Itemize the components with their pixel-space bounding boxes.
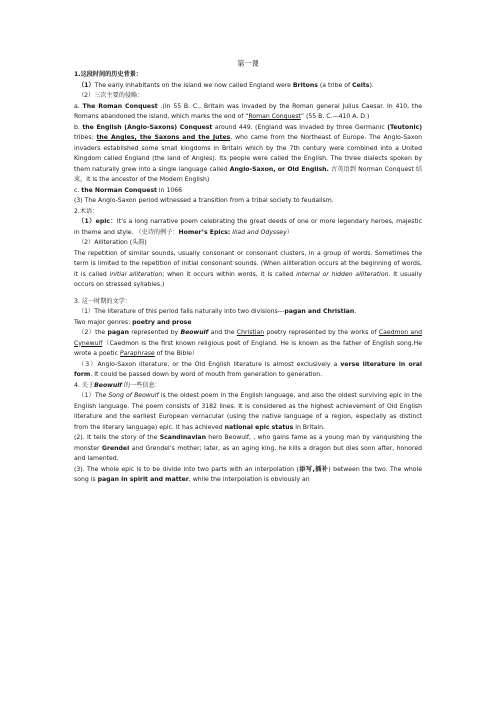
- text-run: ” (55 B. C.—410 A. D.): [300, 113, 370, 120]
- list-number: （1）: [78, 81, 95, 89]
- text-run: 古英语到 Norman Conquest 结束，it is the ancestor of the Modern English): [74, 165, 422, 183]
- interpolation-gloss: 添写,插补: [298, 465, 329, 473]
- roman-conquest-underlined: Roman Conquest: [248, 113, 301, 120]
- section-4-heading: [74, 381, 422, 392]
- text-run: . It could be passed down by word of mouth from generation to generation.: [90, 371, 323, 378]
- tribes-term: the Angles, the Saxons and the Jutes: [96, 134, 231, 141]
- section-1-item-a: [74, 102, 422, 123]
- pagan-christian-term: pagan and Christian: [284, 308, 355, 315]
- text-run: .(In 55 B. C., Britain was invaded by the Roman general Julius Caesar. In 410, the Romans abandoned the island, which marks the end of “: [74, 102, 423, 120]
- text-run: （3）Anglo-Saxon literature, or the Old English literature is almost exclusively a: [78, 360, 341, 368]
- text-run: 的一些信息：: [121, 381, 161, 389]
- text-run: , while the interpolation is obviously an: [188, 476, 310, 483]
- pagan-spirit-term: pagan in spirit and matter: [97, 476, 189, 483]
- english-conquest-term: the English (Anglo-Saxons) Conquest: [82, 123, 213, 131]
- text-run: （2）the: [78, 329, 108, 336]
- item-label: a.: [74, 102, 83, 110]
- text-run: ).: [369, 81, 374, 89]
- text-run: Two major genres:: [74, 318, 133, 326]
- section-3-genres: [74, 318, 422, 329]
- pagan-term: pagan: [107, 329, 129, 336]
- text-run: tribes:: [74, 134, 97, 141]
- roman-conquest-term: The Roman Conquest: [82, 102, 158, 110]
- text-run: hero Beowulf, , who gains fame as a young man by vanquishing the monster: [74, 434, 422, 452]
- text-run: in Britain.: [293, 423, 325, 431]
- caedmon-cynewulf-term: Caedmon and Cynewulf: [74, 329, 422, 347]
- text-run: 4. 关于: [74, 381, 95, 389]
- section-1-paragraph-1: [74, 81, 422, 92]
- section-1-item-b: [74, 123, 422, 186]
- section-2-alliteration-text: [74, 249, 422, 291]
- text-run: (3). The whole epic is to be divide into two parts with an interpolation (: [74, 465, 299, 473]
- verse-literature-term: verse literature in oral form: [74, 360, 422, 378]
- beowulf-title: Beowulf: [180, 329, 209, 336]
- section-1-heading: 1.这段时间的历史背景：: [74, 71, 143, 78]
- section-1-paragraph-3: (3) The Anglo-Saxon period witnessed a transition from a tribal society to feudalism.: [74, 197, 334, 204]
- britons-term: Britons: [292, 81, 318, 89]
- text-run: is the oldest poem in the English language, and also the oldest surviving epic in the English language. The poem consists of 3182 lines. It is considered as the highest achievement of Old English literature and the earliest European vernacular (using the native language of a region, especially as distinct from the literary language) epic. It has achieved: [74, 392, 422, 431]
- item-label: b.: [74, 123, 83, 131]
- text-run: （Caedmon is the first known religious poet of England. He is known as the father of English song.He wrote a poetic: [74, 339, 422, 357]
- section-2-alliteration-heading: （2）Alliteration (头韵): [78, 239, 147, 246]
- text-run: （1）: [78, 392, 95, 399]
- section-4-paragraph-3: [74, 465, 422, 486]
- celts-term: Celts: [352, 81, 370, 89]
- document-body: [74, 70, 422, 486]
- section-1-item-c: [74, 186, 422, 197]
- text-run: The repetition of similar sounds, usually consonant or consonant clusters, in a group of words. Sometimes the term is limited to the repetition of initial consonant sounds. (When alliteration occurs at the beginning of words, it is called: [74, 249, 422, 278]
- section-3-paragraph-1: [74, 307, 422, 318]
- grendel-term: Grendel: [101, 444, 130, 452]
- text-run: (a tribe of: [317, 81, 353, 89]
- section-2-heading: 2.术语：: [74, 207, 99, 215]
- section-2-epic: [74, 217, 422, 238]
- section-3-paragraph-3: [74, 360, 422, 381]
- old-english-term: Anglo-Saxon, or Old English.: [229, 165, 329, 173]
- text-run: represented by: [128, 329, 181, 336]
- internal-alliteration-term: internal or hidden alliteration: [296, 270, 389, 278]
- text-run: .: [354, 308, 357, 315]
- text-run: ; when it occurs within words, it is called: [162, 270, 297, 278]
- scandinavian-term: Scandinavian: [159, 434, 206, 441]
- text-run: ) between the two. The whole song is: [74, 465, 422, 483]
- text-run: （1）The literature of this period falls naturally into two divisions---: [78, 308, 285, 315]
- initial-alliteration-term: initial alliteration: [109, 270, 163, 278]
- text-run: and Grendel’s mother; later, as an aging king, he kills a dragon but dies soon after, honored and lamented.: [74, 444, 422, 462]
- iliad-odyssey-title: Iliad and Odyssey: [230, 228, 287, 236]
- text-run: ）: [286, 228, 293, 236]
- homer-epics-term: Homer’s Epics:: [178, 228, 231, 236]
- text-run: in 1066: [156, 186, 183, 194]
- epic-term: epic：: [95, 218, 117, 225]
- section-1-paragraph-2: （2）三次主要的侵略：: [78, 92, 144, 99]
- text-run: (2). It tells the story of the: [74, 434, 160, 441]
- text-run: The early inhabitants on the island we now called England were: [94, 81, 293, 89]
- section-4-paragraph-2: [74, 433, 422, 465]
- item-label: c.: [74, 186, 82, 194]
- paraphrase-title: Paraphrase: [119, 350, 155, 357]
- text-run: It’s a long narrative poem celebrating the great deeds of one or more legendary heroes, majestic in theme and style. （史诗的例子：: [74, 218, 423, 236]
- list-number: （1）: [78, 218, 96, 225]
- christian-term: Christian: [236, 329, 265, 336]
- song-of-beowulf-title: The Song of Beowulf: [94, 392, 159, 399]
- text-run: , who came from the Northeast of Europe. The Anglo-Saxon invaders established some small kingdoms in Britain which by the 7th century were combined into a United Kingdom called England (the land of Angles). Its people were called the English. The three dialects spoken by them naturally grew into a single language called: [74, 134, 422, 173]
- text-run: around 449. (England was invaded by three Germanic: [212, 123, 388, 131]
- teutonic-term: (Teutonic): [387, 123, 423, 131]
- text-run: and the: [208, 329, 237, 336]
- norman-conquest-term: the Norman Conquest: [81, 186, 157, 194]
- genres-term: poetry and prose: [132, 318, 192, 326]
- text-run: poetry represented by the works of: [264, 329, 379, 336]
- section-3-paragraph-2: [74, 328, 422, 360]
- page-title: 第一课: [237, 59, 259, 68]
- section-4-paragraph-1: [74, 391, 422, 433]
- text-run: . It usually occurs on stressed syllables.): [74, 270, 422, 288]
- national-epic-term: national epic status: [224, 423, 294, 431]
- beowulf-title: Beowulf: [94, 381, 122, 389]
- section-3-heading: 3. 这一时期的文学：: [74, 297, 131, 305]
- text-run: of the Bible）: [154, 350, 199, 357]
